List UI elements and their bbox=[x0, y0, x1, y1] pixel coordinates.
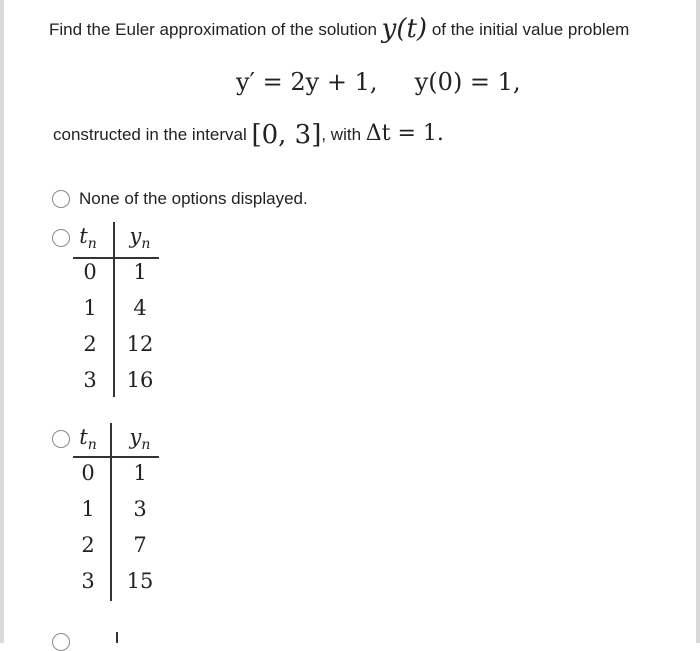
step-size: Δt = 1. bbox=[365, 121, 444, 146]
question-prompt bbox=[49, 14, 629, 44]
prompt-intro: Find the Euler approximation of the solution bbox=[49, 20, 377, 39]
table-1-t-0: 0 bbox=[83, 260, 97, 284]
right-border bbox=[696, 0, 700, 643]
option-none-label[interactable]: None of the options displayed. bbox=[79, 189, 308, 208]
table-1-header-y: $y_n$ bbox=[129, 224, 151, 252]
option-next-radio-partial[interactable] bbox=[52, 633, 70, 651]
table-2-t-0: 0 bbox=[81, 461, 95, 485]
table-1-y-3: 16 bbox=[126, 368, 154, 392]
table-2-t-1: 1 bbox=[81, 497, 95, 521]
option-next-table-partial bbox=[116, 632, 118, 643]
table-1-y-1: 4 bbox=[133, 296, 147, 320]
table-2-y-0: 1 bbox=[133, 461, 147, 485]
interval-value: [0, 3] bbox=[251, 120, 322, 150]
ivp-equation bbox=[236, 68, 521, 96]
table-2-y-2: 7 bbox=[133, 533, 147, 557]
table-2-t-2: 2 bbox=[81, 533, 95, 557]
table-2-y-3: 15 bbox=[126, 569, 154, 593]
table-2-divider-vertical bbox=[110, 423, 112, 601]
table-1-divider-vertical bbox=[113, 222, 115, 397]
table-1-t-2: 2 bbox=[83, 332, 97, 356]
equation-initial-condition: y(0) = 1, bbox=[414, 68, 521, 96]
interval-text: constructed in the interval bbox=[53, 125, 247, 144]
table-1-t-1: 1 bbox=[83, 296, 97, 320]
table-2-t-3: 3 bbox=[81, 569, 95, 593]
table-1-header-t: $t_n$ bbox=[79, 224, 97, 252]
table-2-header-y: $y_n$ bbox=[129, 425, 151, 453]
table-1-y-2: 12 bbox=[126, 332, 154, 356]
with-text: , with bbox=[321, 125, 362, 144]
table-2-header-t: $t_n$ bbox=[79, 425, 97, 453]
prompt-intro-tail: of the initial value problem bbox=[431, 20, 630, 39]
table-2-divider-horizontal bbox=[73, 456, 159, 458]
table-1-divider-horizontal bbox=[73, 257, 159, 259]
interval-line bbox=[53, 120, 444, 150]
table-1-y-0: 1 bbox=[133, 260, 147, 284]
table-2-y-1: 3 bbox=[133, 497, 147, 521]
left-border bbox=[0, 0, 4, 643]
equation-lhs: y′ = 2y + 1, bbox=[236, 68, 378, 96]
prompt-function: y(t) bbox=[381, 14, 428, 44]
option-none-radio[interactable] bbox=[52, 190, 70, 208]
table-1-t-3: 3 bbox=[83, 368, 97, 392]
